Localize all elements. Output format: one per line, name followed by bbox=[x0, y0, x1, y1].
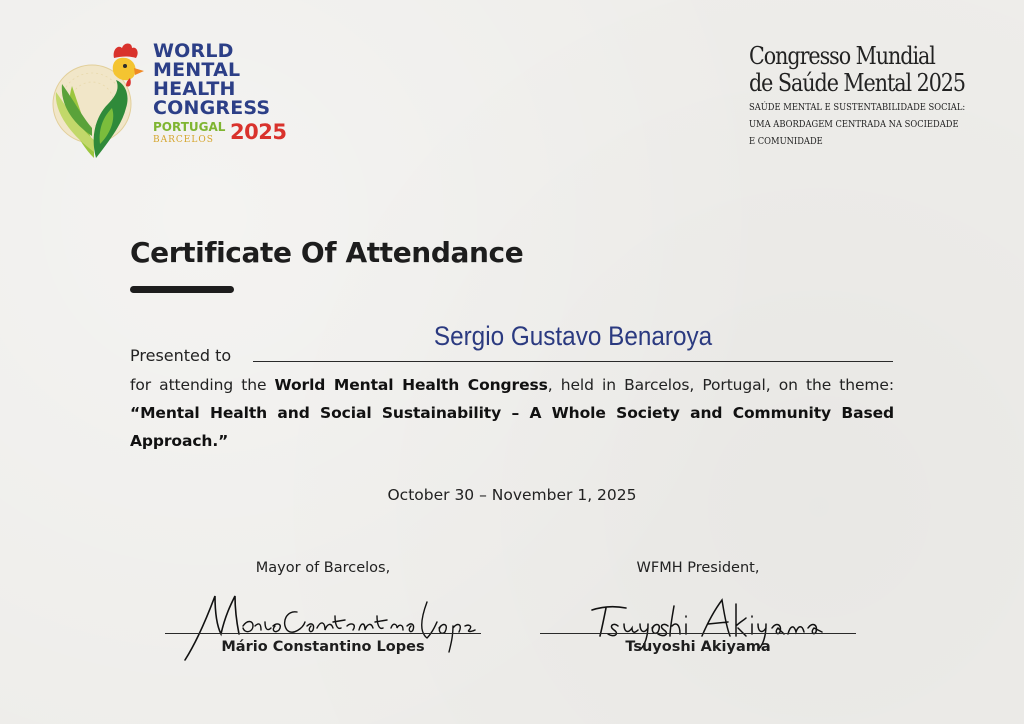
recipient-name-line bbox=[253, 361, 893, 362]
signatory-role: WFMH President, bbox=[636, 560, 760, 576]
signatory-name: Tsuyoshi Akiyama bbox=[625, 639, 771, 655]
congress-title-block bbox=[749, 43, 999, 148]
logo-wordmark bbox=[153, 42, 293, 149]
event-dates: October 30 – November 1, 2025 bbox=[387, 486, 637, 504]
presented-to-label: Presented to bbox=[130, 346, 232, 365]
congress-title-line-1: Congresso Mundial bbox=[749, 42, 935, 70]
congress-logo bbox=[50, 40, 290, 165]
attendance-statement bbox=[130, 371, 894, 455]
certificate-heading: Certificate Of Attendance bbox=[130, 236, 524, 269]
logo-year: 2025 bbox=[230, 120, 287, 144]
statement-prefix: for attending the bbox=[130, 376, 275, 394]
logo-health: HEALTH bbox=[153, 78, 236, 100]
logo-congress: CONGRESS bbox=[153, 97, 271, 119]
signature-line bbox=[165, 633, 481, 634]
logo-world: WORLD bbox=[153, 40, 234, 62]
recipient-name: Sergio Gustavo Benaroya bbox=[433, 321, 713, 351]
logo-country: PORTUGAL bbox=[153, 120, 226, 134]
signatory-name: Mário Constantino Lopes bbox=[221, 639, 425, 655]
statement-middle: , held in Barcelos, Portugal, on the theme: bbox=[547, 376, 894, 394]
congress-title-line-2: de Saúde Mental 2025 bbox=[749, 69, 966, 97]
signatory-role: Mayor of Barcelos, bbox=[255, 560, 391, 576]
signature-line bbox=[540, 633, 856, 634]
logo-mental: MENTAL bbox=[153, 59, 241, 81]
congress-tagline-line-3: E COMUNIDADE bbox=[749, 136, 823, 147]
logo-location bbox=[153, 119, 293, 149]
statement-theme: “Mental Health and Social Sustainability – A Whole Society and Community Based Approach.” bbox=[130, 404, 894, 450]
logo-city: BARCELOS bbox=[153, 135, 214, 145]
heading-underline bbox=[130, 286, 234, 293]
congress-tagline-line-1: SAÚDE MENTAL E SUSTENTABILIDADE SOCIAL: bbox=[749, 102, 966, 113]
congress-tagline-line-2: UMA ABORDAGEM CENTRADA NA SOCIEDADE bbox=[749, 119, 959, 130]
statement-event-name: World Mental Health Congress bbox=[274, 376, 548, 394]
rooster-logo-icon bbox=[50, 40, 150, 165]
